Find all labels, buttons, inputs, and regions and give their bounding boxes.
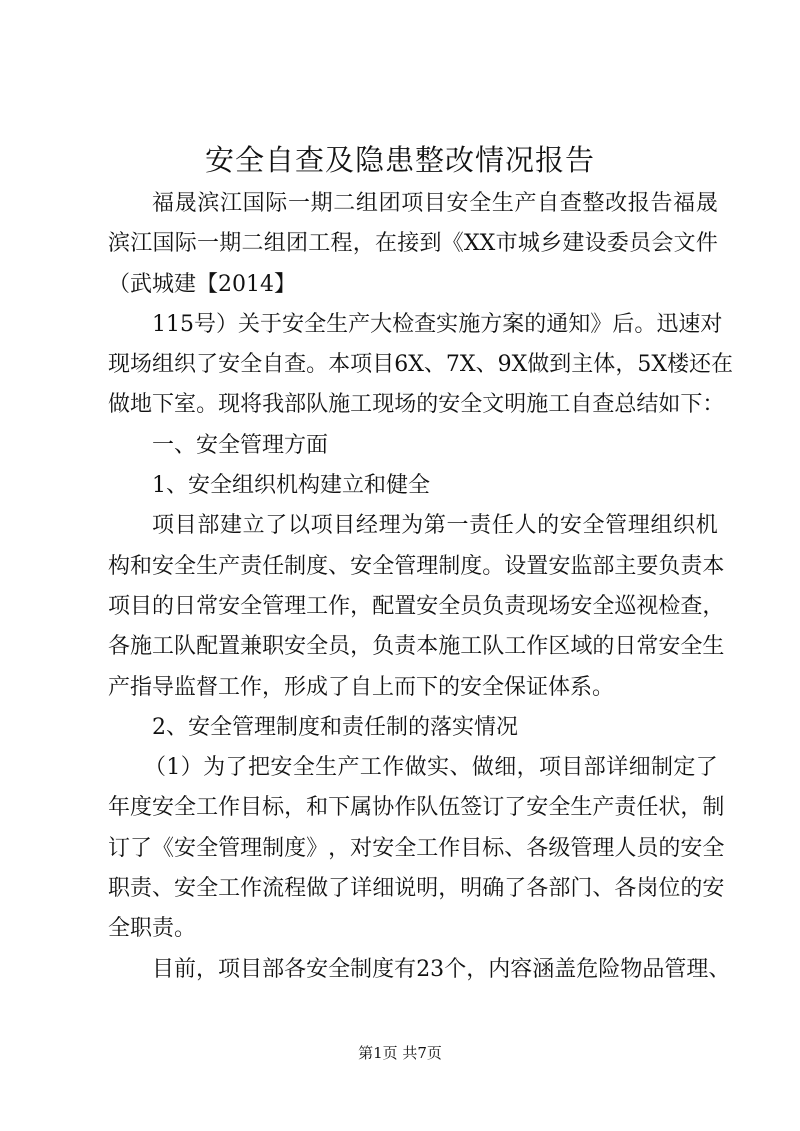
document-title: 安全自查及隐患整改情况报告: [204, 143, 595, 177]
text-line: 构 和 安 全 生 产 责 任 制 度 、 安 全 管 理 制 度 。 设 置 安 监 部 主 要 负 责 本: [108, 553, 725, 579]
text-line: 产指导监督工作，形成了自上而下的安全保证体系。: [108, 674, 615, 700]
subsection-heading: 2、安全管理制度和责任制的落实情况: [152, 714, 518, 740]
text-line: 全职责。: [108, 916, 197, 942]
text-line: 职 责 、 安 全 工 作 流 程 做 了 详 细 说 明 ， 明 确 了 各 部 门 、 各 岗 位 的 安: [108, 876, 725, 902]
text-line: 目 前 ， 项 目 部 各 安 全 制 度 有 23 个 ， 内 容 涵 盖 危 险 物 品 管 理 、: [152, 956, 731, 982]
text-line: （ 1 ） 为 了 把 安 全 生 产 工 作 做 实 、 做 细 ， 项 目 部 详 细 制 定 了: [144, 755, 718, 781]
text-line: 各 施 工 队 配 置 兼 职 安 全 员 ， 负 责 本 施 工 队 工 作 区 域 的 日 常 安 全 生: [108, 634, 725, 660]
section-heading: 一、安全管理方面: [152, 432, 329, 458]
text-line: （武城建【2014】: [108, 271, 296, 297]
subsection-heading: 1、安全组织机构建立和健全: [152, 473, 430, 499]
text-line: 项 目 的 日 常 安 全 管 理 工 作 ， 配 置 安 全 员 负 责 现 场 安 全 巡 视 检 查 ，: [108, 593, 725, 619]
document-body: [108, 184, 734, 990]
text-line: 做 地 下 室 。 现 将 我 部 队 施 工 现 场 的 安 全 文 明 施 工 自 查 总 结 如 下 ：: [108, 392, 725, 418]
text-line: 现 场 组 织 了 安 全 自 查 。 本 项 目 6X 、 7X 、 9X 做 到 主 体 ， 5X 楼 还 在: [108, 352, 734, 378]
text-line: 滨 江 国 际 一 期 二 组 团 工 程 ， 在 接 到 《 XX 市 城 乡 建 设 委 员 会 文 件: [108, 231, 718, 257]
text-line: 年 度 安 全 工 作 目 标 ， 和 下 属 协 作 队 伍 签 订 了 安 全 生 产 责 任 状 ， 制: [108, 795, 725, 821]
text-line: 福 晟 滨 江 国 际 一 期 二 组 团 项 目 安 全 生 产 自 查 整 改 报 告 福 晟: [152, 191, 718, 216]
text-line: 项 目 部 建 立 了 以 项 目 经 理 为 第 一 责 任 人 的 安 全 管 理 组 织 机: [152, 513, 718, 539]
text-line: 订 了 《 安 全 管 理 制 度 》 ， 对 安 全 工 作 目 标 、 各 级 管 理 人 员 的 安 全: [108, 835, 725, 861]
page-footer: 第1页 共7页: [358, 1044, 442, 1062]
text-line: 115 号 ） 关 于 安 全 生 产 大 检 查 实 施 方 案 的 通 知 》 后 。 迅 速 对: [152, 311, 723, 337]
